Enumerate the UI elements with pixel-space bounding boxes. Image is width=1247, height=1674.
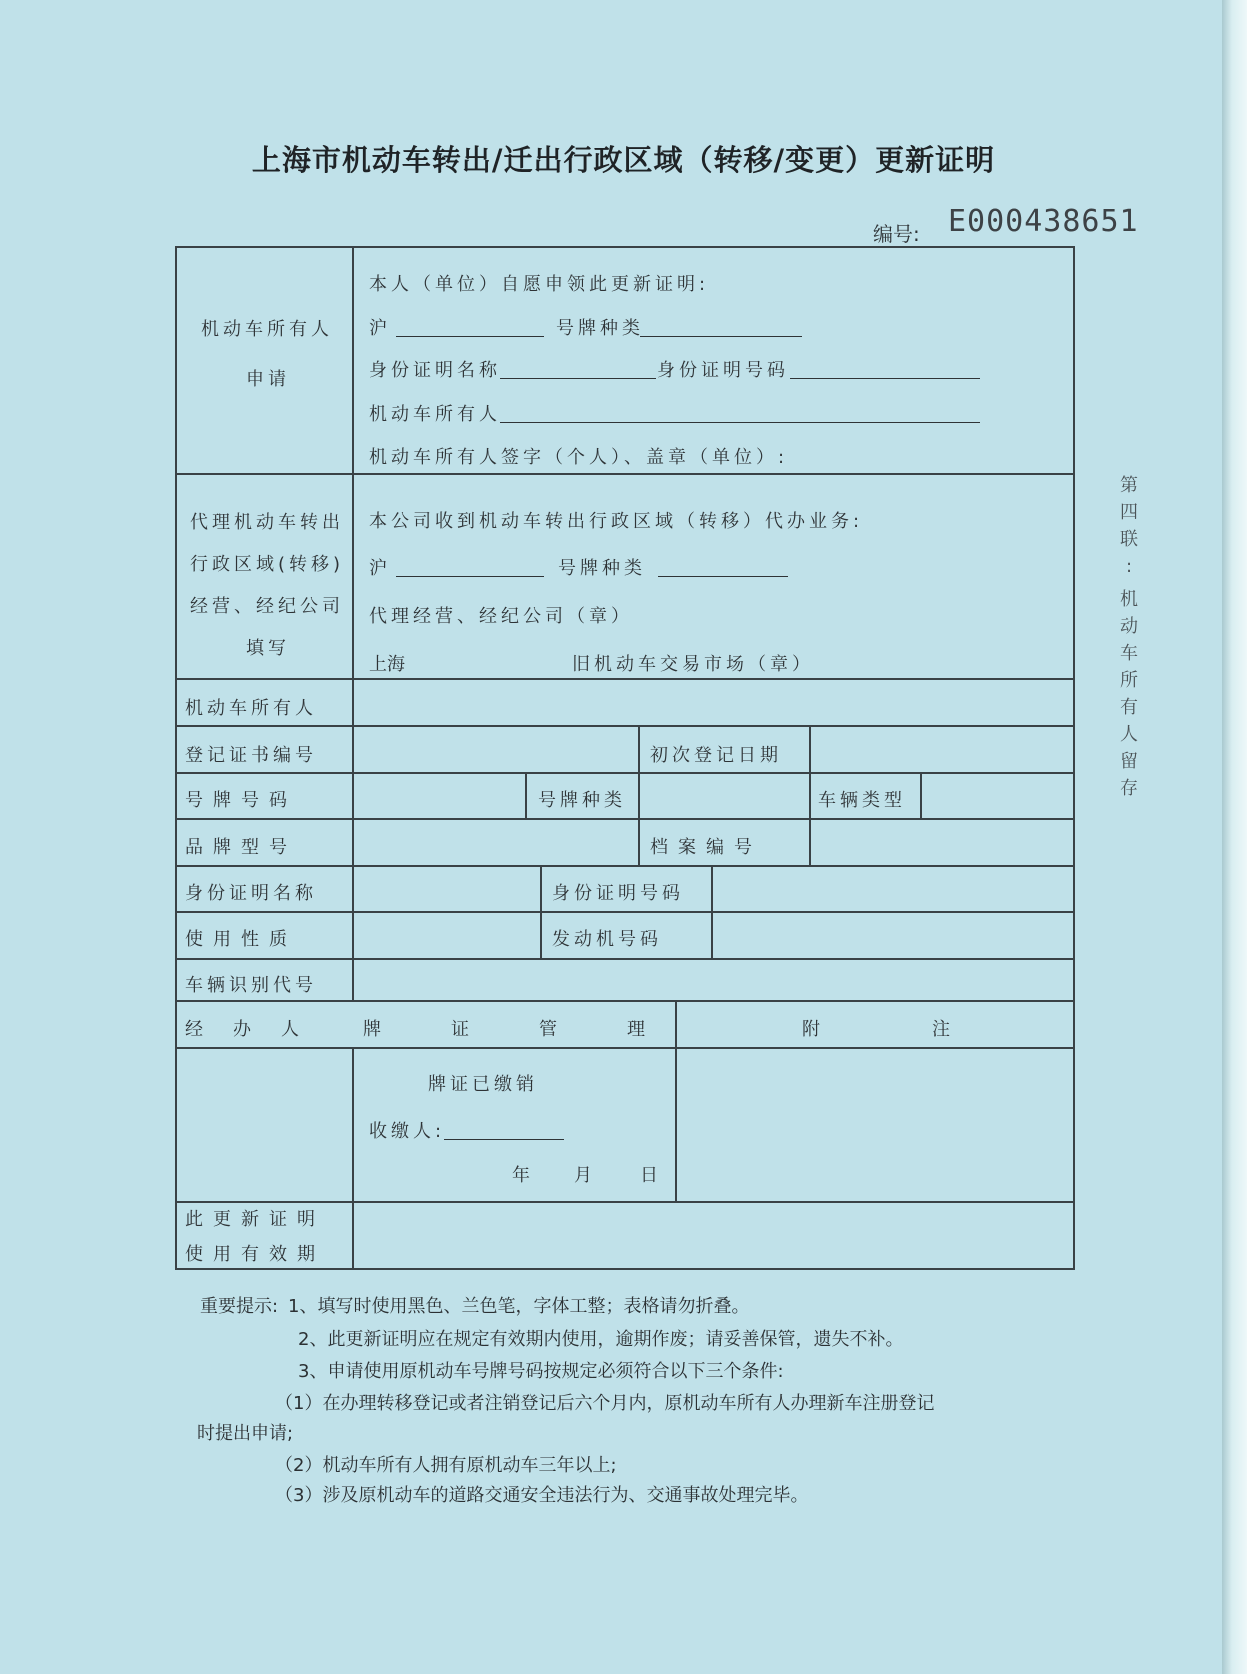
col-divider (809, 725, 811, 772)
side-note-char: 车 (1120, 643, 1138, 664)
collector-label: 收缴人: (369, 1121, 446, 1142)
serial-label: 编号: (873, 222, 920, 246)
row-divider (175, 818, 1073, 820)
cancelled-text: 牌证已缴销 (428, 1074, 538, 1095)
row-divider (175, 725, 1073, 727)
row-divider (175, 958, 1073, 960)
agent-plate-prefix: 沪 (369, 558, 387, 579)
agent-label-line1: 代理机动车转出 (190, 512, 344, 533)
side-note-char: 联 (1120, 529, 1138, 550)
notes-prefix: 重要提示: (200, 1296, 279, 1317)
applicant-plate-prefix: 沪 (369, 318, 387, 339)
col-divider (638, 725, 640, 772)
applicant-label-line1: 机动车所有人 (201, 319, 333, 340)
note-3: 3、申请使用原机动车号牌号码按规定必须符合以下三个条件: (298, 1361, 784, 1382)
col-divider (540, 865, 542, 958)
col-divider (920, 772, 922, 818)
collector-line (444, 1139, 564, 1140)
col-divider (809, 772, 811, 818)
first-reg-date-label: 初次登记日期 (650, 745, 782, 766)
condition-2: （2）机动车所有人拥有原机动车三年以上; (275, 1455, 617, 1476)
side-note-char: 留 (1120, 751, 1138, 772)
condition-3: （3）涉及原机动车的道路交通安全违法行为、交通事故处理完毕。 (275, 1485, 809, 1506)
col-divider (809, 818, 811, 865)
serial-number: E000438651 (948, 204, 1139, 239)
col-divider (352, 246, 354, 1000)
row-divider (175, 473, 1073, 475)
col-divider (352, 1047, 354, 1268)
date-month: 月 (574, 1165, 592, 1186)
vehicle-id-no-label: 身份证明号码 (552, 883, 684, 904)
row-divider (175, 911, 1073, 913)
validity-line2: 使用有效期 (185, 1244, 325, 1265)
applicant-owner-line (500, 422, 980, 423)
applicant-signature: 机动车所有人签字（个人）、盖章（单位）: (369, 447, 789, 468)
agent-plate-type-line (658, 576, 788, 577)
vehicle-type-label: 车辆类型 (818, 790, 906, 811)
side-note-char: 机 (1120, 589, 1138, 610)
note-2: 2、此更新证明应在规定有效期内使用，逾期作废；请妥善保管，遗失不补。 (298, 1329, 904, 1350)
side-note-char: : (1125, 556, 1133, 577)
paper-edge (1222, 0, 1247, 1674)
row-divider (175, 772, 1073, 774)
col-divider (525, 772, 527, 818)
side-note-char: 四 (1120, 502, 1138, 523)
side-note-char: 所 (1120, 670, 1138, 691)
row-divider (175, 1047, 1073, 1049)
agent-plate-type: 号牌种类 (558, 558, 646, 579)
condition-1b: 时提出申请; (197, 1423, 294, 1444)
agent-market: 旧机动车交易市场（章） (572, 654, 814, 675)
applicant-plate-type-line (640, 336, 802, 337)
side-note (1117, 472, 1141, 802)
side-note-char: 第 (1120, 475, 1138, 496)
date-day: 日 (640, 1165, 658, 1186)
form-title: 上海市机动车转出/迁出行政区域（转移/变更）更新证明 (251, 143, 996, 177)
agent-label-line3: 经营、经纪公司 (190, 596, 344, 617)
applicant-plate-type: 号牌种类 (556, 318, 644, 339)
engine-no-label: 发动机号码 (552, 929, 662, 950)
row-divider (175, 678, 1073, 680)
applicant-id-name-line (500, 378, 656, 379)
col-divider (711, 865, 713, 958)
applicant-label-line2: 申请 (246, 369, 290, 390)
file-no-label: 档案编号 (650, 837, 762, 858)
plate-mgmt-label: 牌证管理 (363, 1019, 715, 1040)
use-nature-label: 使用性质 (185, 929, 297, 950)
condition-1a: （1）在办理转移登记或者注销登记后六个月内，原机动车所有人办理新车注册登记 (275, 1393, 935, 1414)
applicant-owner: 机动车所有人 (369, 404, 501, 425)
side-note-char: 有 (1120, 697, 1138, 718)
row-divider (175, 1000, 1073, 1002)
date-year: 年 (512, 1165, 530, 1186)
vin-label: 车辆识别代号 (185, 975, 317, 996)
agent-intro: 本公司收到机动车转出行政区域（转移）代办业务: (369, 511, 864, 532)
applicant-plate-line (396, 336, 544, 337)
applicant-intro: 本人（单位）自愿申领此更新证明: (369, 274, 710, 295)
col-divider (638, 818, 640, 865)
agent-label-line2: 行政区域(转移) (190, 554, 345, 575)
handler-label: 经办人 (185, 1019, 329, 1040)
vehicle-id-name-label: 身份证明名称 (185, 883, 317, 904)
agent-company: 代理经营、经纪公司（章） (369, 606, 633, 627)
brand-model-label: 品牌型号 (185, 837, 297, 858)
col-divider (638, 772, 640, 818)
reg-cert-no-label: 登记证书编号 (185, 745, 317, 766)
validity-line1: 此更新证明 (185, 1209, 325, 1230)
side-note-char: 人 (1120, 724, 1138, 745)
side-note-char: 动 (1120, 616, 1138, 637)
row-divider (175, 1201, 1073, 1203)
side-note-char: 存 (1120, 778, 1138, 799)
remarks-label: 附注 (802, 1019, 1062, 1040)
note-1: 1、填写时使用黑色、兰色笔，字体工整；表格请勿折叠。 (288, 1296, 750, 1317)
applicant-id-name: 身份证明名称 (369, 360, 501, 381)
vehicle-owner-label: 机动车所有人 (185, 698, 317, 719)
plate-no-label: 号牌号码 (185, 790, 297, 811)
vehicle-plate-type-label: 号牌种类 (538, 790, 626, 811)
agent-city: 上海 (369, 654, 405, 675)
agent-label-line4: 填写 (246, 638, 290, 659)
applicant-id-number-line (790, 378, 980, 379)
agent-plate-line (396, 576, 544, 577)
applicant-id-number: 身份证明号码 (657, 360, 789, 381)
row-divider (175, 865, 1073, 867)
